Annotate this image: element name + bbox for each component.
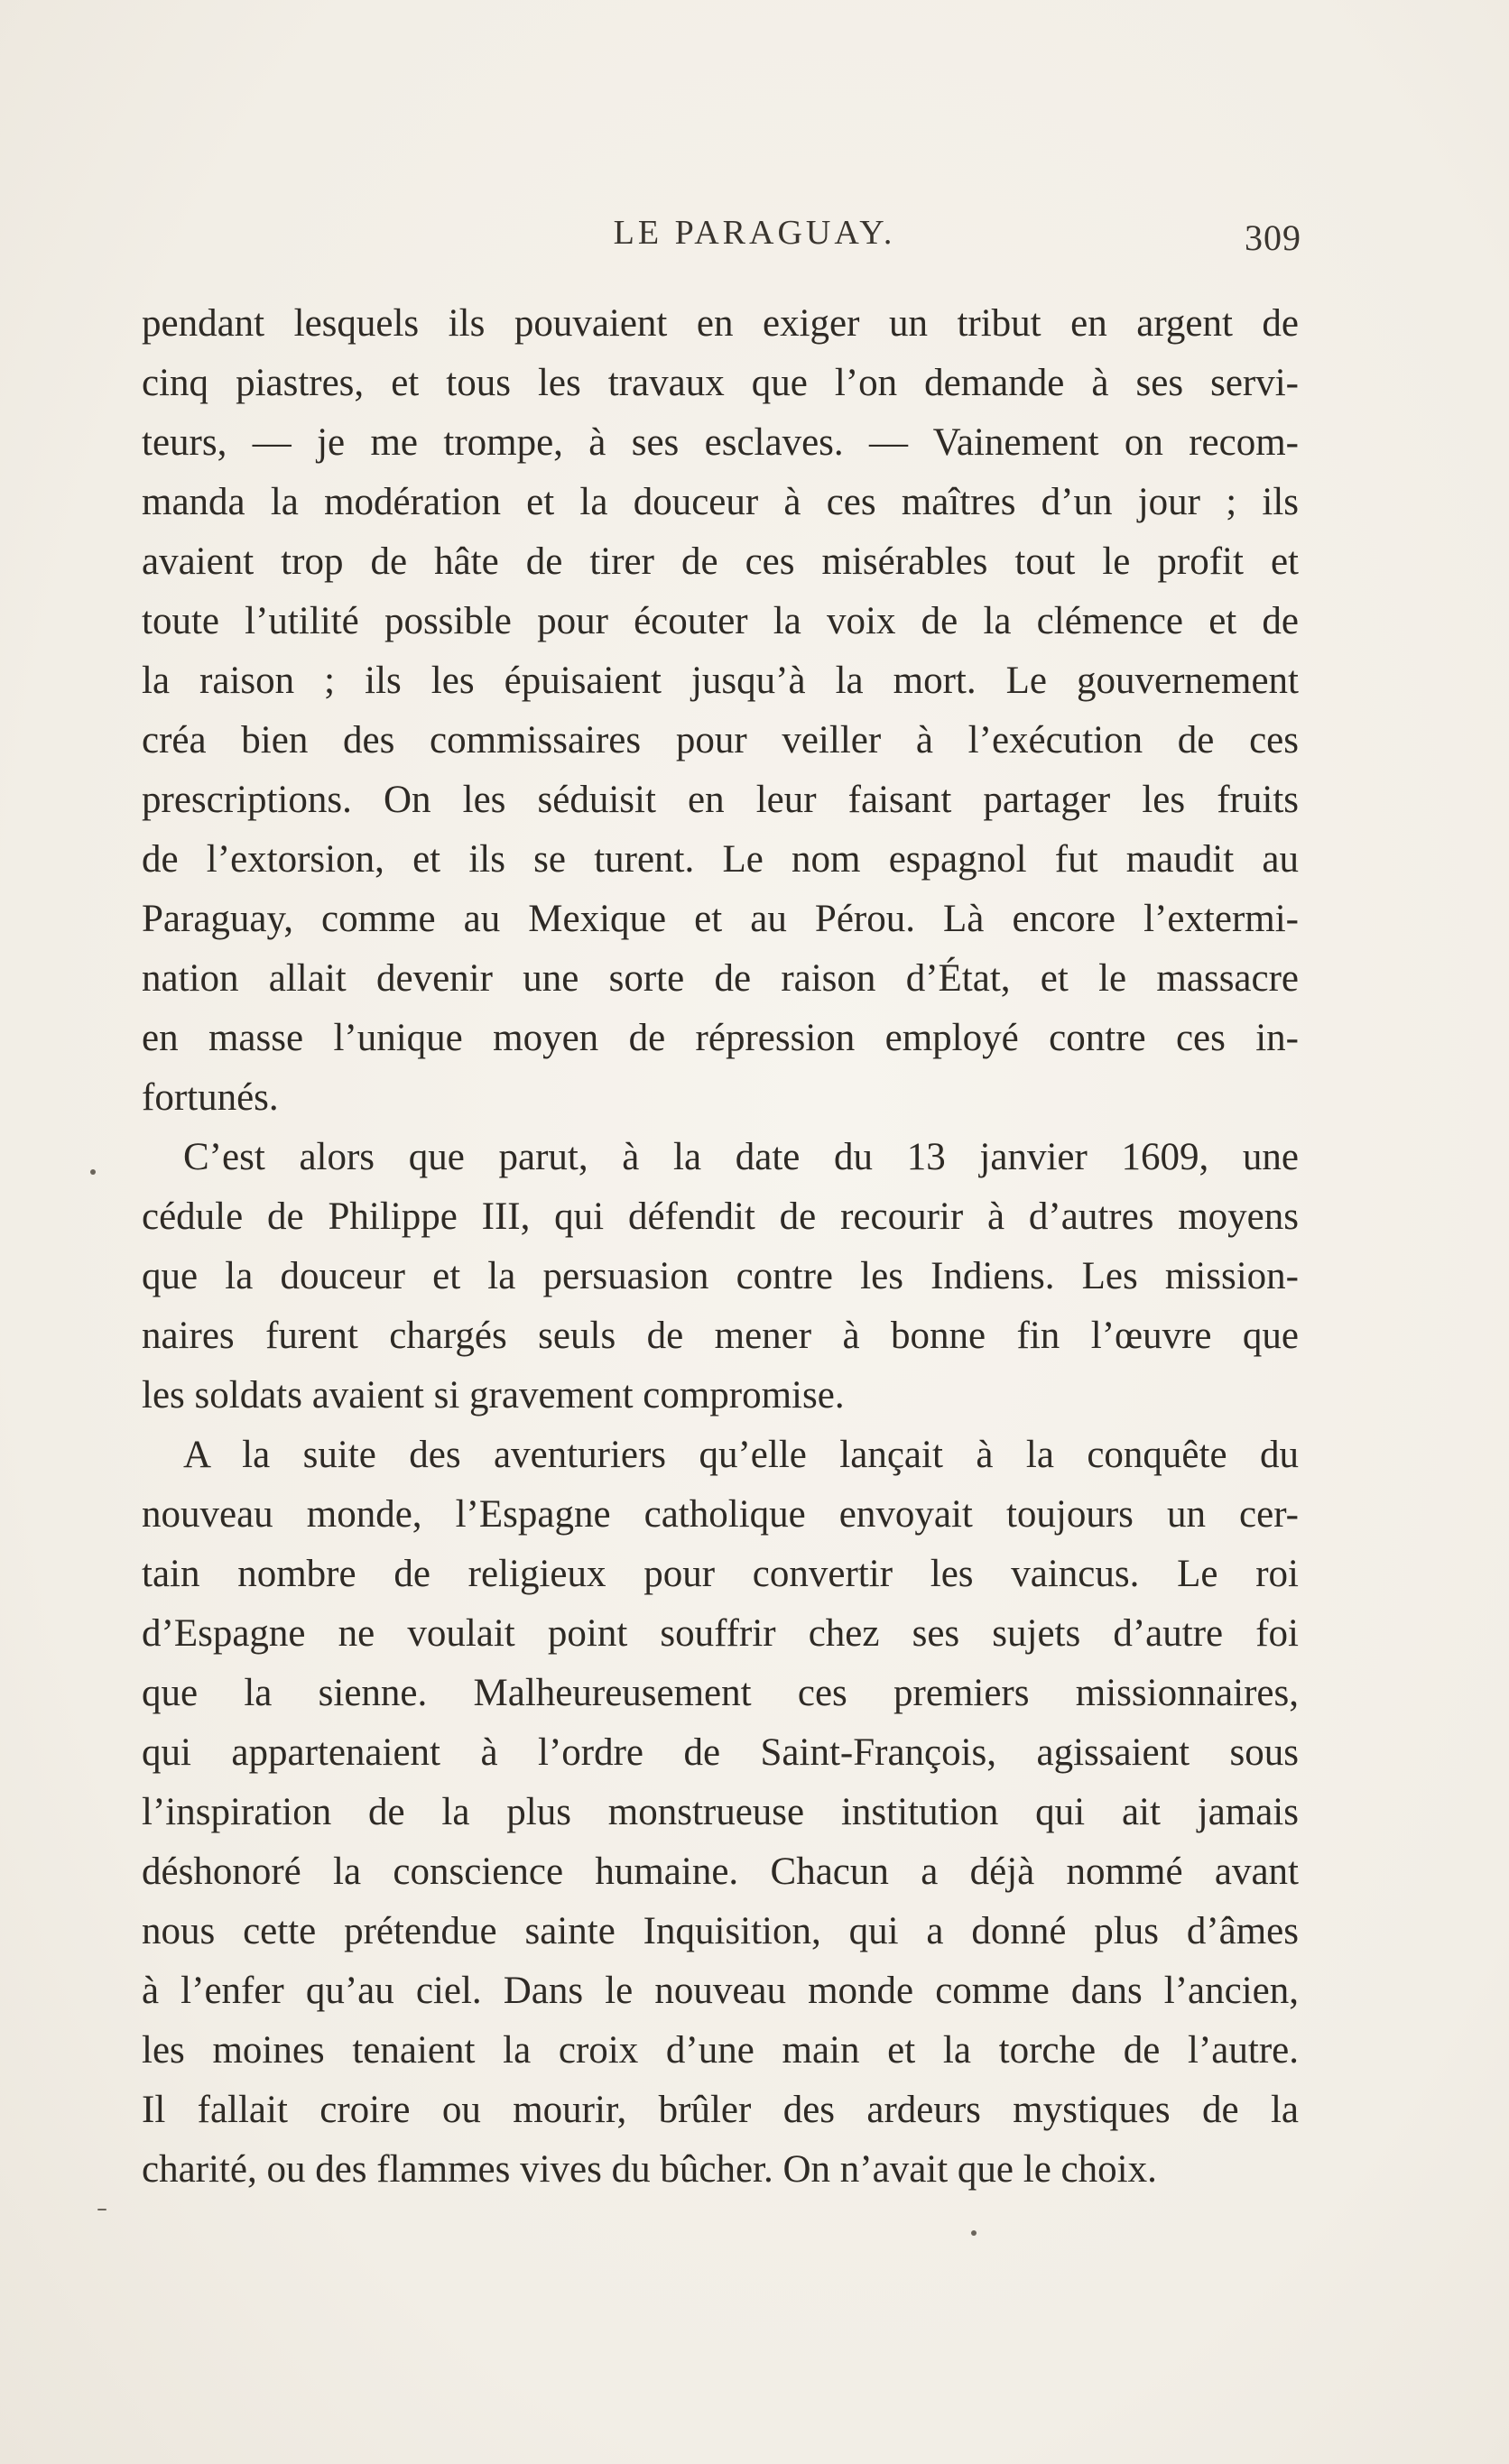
text-line: que la douceur et la persuasion contre les Indiens. Les mission- [142, 1255, 1299, 1297]
text-line: cinq piastres, et tous les travaux que l’on demande à ses servi- [142, 362, 1299, 404]
text-line: l’inspiration de la plus monstrueuse institution qui ait jamais [142, 1791, 1299, 1833]
text-line: nouveau monde, l’Espagne catholique envoyait toujours un cer- [142, 1493, 1299, 1536]
running-head: LE PARAGUAY. [613, 214, 896, 252]
text-line: nous cette prétendue sainte Inquisition, qui a donné plus d’âmes [142, 1910, 1299, 1952]
text-line: A la suite des aventuriers qu’elle lançait à la conquête du [183, 1434, 1299, 1476]
paper-speck [90, 1169, 96, 1175]
text-line: naires furent chargés seuls de mener à bonne fin l’œuvre que [142, 1315, 1299, 1357]
text-line: que la sienne. Malheureusement ces premiers missionnaires, [142, 1672, 1299, 1714]
text-line: fortunés. [142, 1076, 279, 1119]
text-line: les moines tenaient la croix d’une main et la torche de l’autre. [142, 2029, 1299, 2072]
text-line: les soldats avaient si gravement compromise. [142, 1374, 845, 1417]
page-number: 309 [1245, 217, 1301, 258]
paragraph-2 [142, 1128, 1299, 1426]
text-line: avaient trop de hâte de tirer de ces misérables tout le profit et [142, 540, 1299, 583]
text-line: toute l’utilité possible pour écouter la voix de la clémence et de [142, 600, 1299, 642]
paper-speck [971, 2230, 977, 2236]
text-line: qui appartenaient à l’ordre de Saint-François, agissaient sous [142, 1731, 1299, 1774]
paragraph-3 [142, 1426, 1299, 2200]
text-line: C’est alors que parut, à la date du 13 janvier 1609, une [183, 1136, 1299, 1178]
paper-speck [97, 2209, 106, 2210]
text-line: en masse l’unique moyen de répression employé contre ces in- [142, 1017, 1299, 1059]
text-line: à l’enfer qu’au ciel. Dans le nouveau monde comme dans l’ancien, [142, 1970, 1299, 2012]
text-line: teurs, — je me trompe, à ses esclaves. — Vainement on recom- [142, 421, 1299, 464]
text-line: nation allait devenir une sorte de raison d’État, et le massacre [142, 957, 1299, 1000]
text-line: prescriptions. On les séduisit en leur faisant partager les fruits [142, 779, 1299, 821]
text-line: la raison ; ils les épuisaient jusqu’à la mort. Le gouvernement [142, 660, 1299, 702]
text-line: manda la modération et la douceur à ces maîtres d’un jour ; ils [142, 481, 1299, 523]
text-line: d’Espagne ne voulait point souffrir chez ses sujets d’autre foi [142, 1612, 1299, 1655]
text-line: tain nombre de religieux pour convertir les vaincus. Le roi [142, 1553, 1299, 1595]
paragraph-1 [142, 294, 1299, 1128]
text-line: Paraguay, comme au Mexique et au Pérou. Là encore l’extermi- [142, 898, 1299, 940]
text-line: créa bien des commissaires pour veiller à l’exécution de ces [142, 719, 1299, 761]
body-text [142, 294, 1299, 2200]
text-line: de l’extorsion, et ils se turent. Le nom espagnol fut maudit au [142, 838, 1299, 881]
text-line: Il fallait croire ou mourir, brûler des ardeurs mystiques de la [142, 2089, 1299, 2131]
text-line: cédule de Philippe III, qui défendit de recourir à d’autres moyens [142, 1195, 1299, 1238]
text-line: déshonoré la conscience humaine. Chacun a déjà nommé avant [142, 1850, 1299, 1893]
text-line: charité, ou des flammes vives du bûcher. On n’avait que le choix. [142, 2148, 1157, 2191]
text-line: pendant lesquels ils pouvaient en exiger un tribut en argent de [142, 302, 1299, 345]
